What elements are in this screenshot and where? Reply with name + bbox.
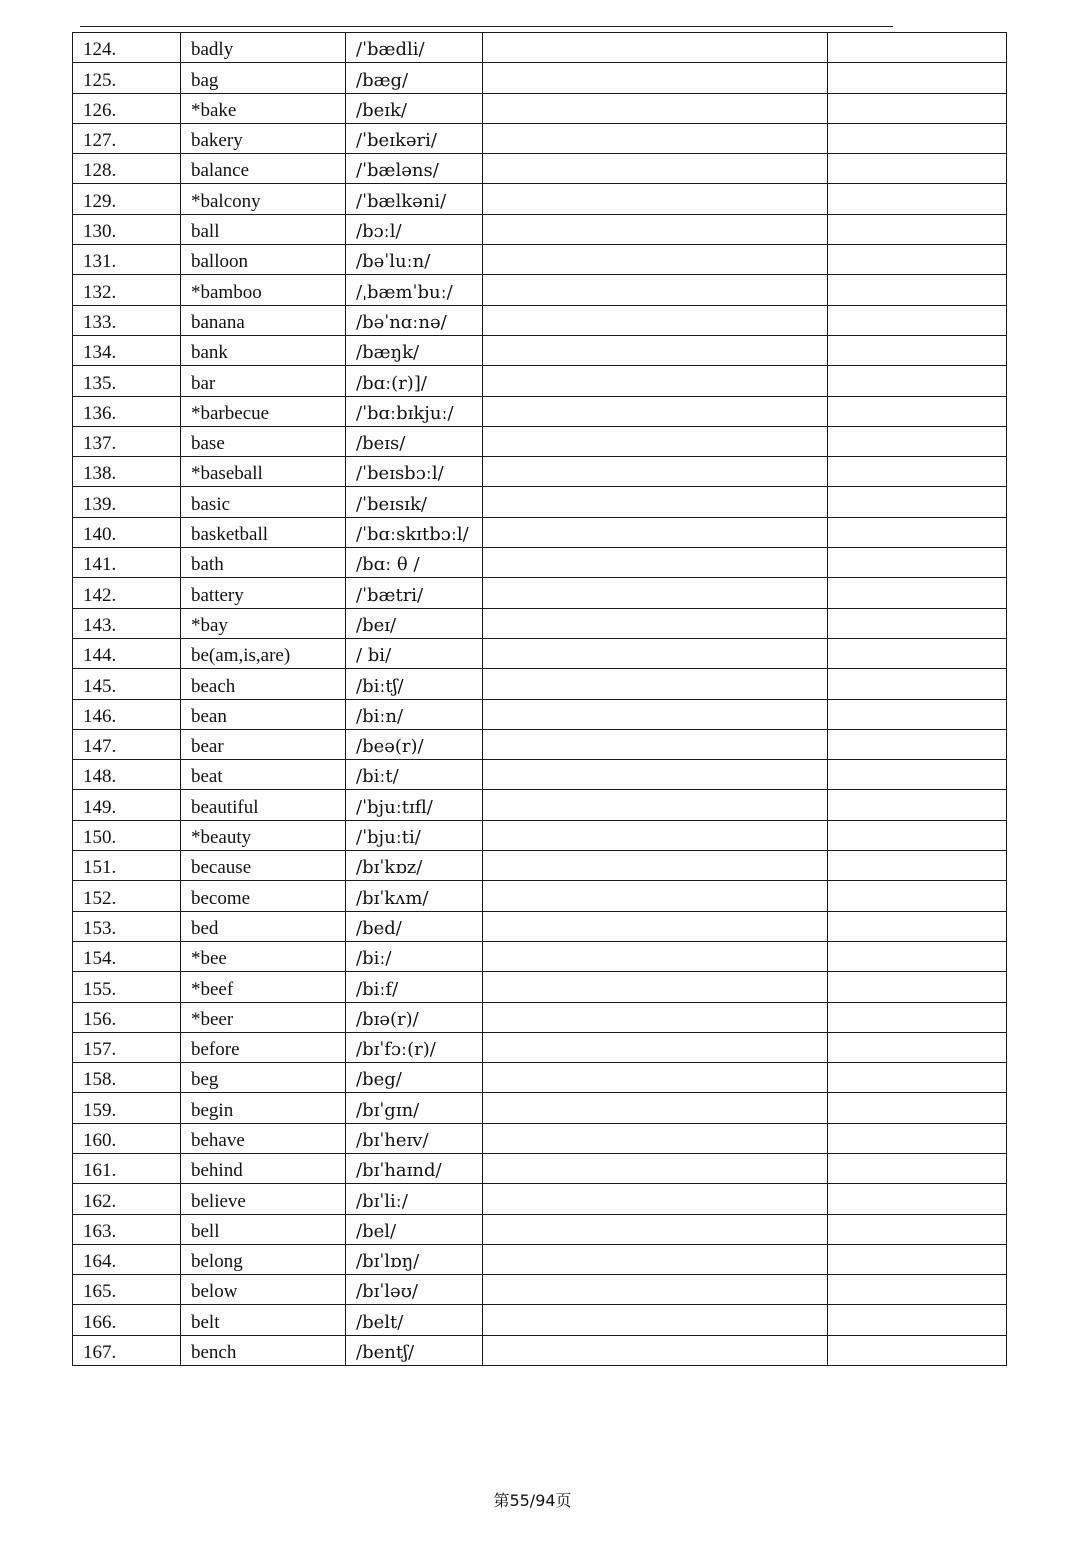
entry-number: 142. <box>73 578 181 608</box>
entry-number: 132. <box>73 275 181 305</box>
entry-phonetic: /ˈbeɪkəri/ <box>346 123 483 153</box>
entry-phonetic: /biːn/ <box>346 699 483 729</box>
table-row <box>73 123 1007 153</box>
entry-blank-cell <box>483 881 828 911</box>
entry-blank-cell <box>483 487 828 517</box>
table-row <box>73 214 1007 244</box>
entry-phonetic: /bəˈnɑːnə/ <box>346 305 483 335</box>
entry-phonetic: /ˈbɑːskɪtbɔːl/ <box>346 517 483 547</box>
entry-word: behave <box>181 1123 346 1153</box>
entry-number: 135. <box>73 366 181 396</box>
entry-phonetic: /ˈbeɪsbɔːl/ <box>346 457 483 487</box>
entry-blank-cell <box>828 457 1007 487</box>
entry-word: bath <box>181 548 346 578</box>
table-row <box>73 245 1007 275</box>
entry-number: 159. <box>73 1093 181 1123</box>
entry-blank-cell <box>828 669 1007 699</box>
entry-phonetic: /ˈbɑːbɪkjuː/ <box>346 396 483 426</box>
entry-blank-cell <box>828 123 1007 153</box>
entry-word: beat <box>181 760 346 790</box>
header-rule <box>80 26 893 27</box>
entry-blank-cell <box>483 396 828 426</box>
entry-phonetic: /ˈbjuːtɪfl/ <box>346 790 483 820</box>
entry-number: 156. <box>73 1002 181 1032</box>
entry-blank-cell <box>828 1002 1007 1032</box>
entry-word: battery <box>181 578 346 608</box>
entry-phonetic: /beɪk/ <box>346 93 483 123</box>
table-row <box>73 1153 1007 1183</box>
entry-number: 164. <box>73 1244 181 1274</box>
entry-blank-cell <box>828 487 1007 517</box>
entry-blank-cell <box>828 1305 1007 1335</box>
entry-number: 162. <box>73 1184 181 1214</box>
entry-phonetic: /biːtʃ/ <box>346 669 483 699</box>
entry-number: 141. <box>73 548 181 578</box>
entry-blank-cell <box>483 63 828 93</box>
table-row <box>73 426 1007 456</box>
entry-word: belong <box>181 1244 346 1274</box>
entry-word: below <box>181 1275 346 1305</box>
entry-number: 153. <box>73 911 181 941</box>
entry-blank-cell <box>828 851 1007 881</box>
entry-phonetic: /bɪˈliː/ <box>346 1184 483 1214</box>
entry-phonetic: /biː/ <box>346 941 483 971</box>
entry-blank-cell <box>828 214 1007 244</box>
table-row <box>73 1244 1007 1274</box>
table-row <box>73 1063 1007 1093</box>
table-row <box>73 457 1007 487</box>
entry-blank-cell <box>483 123 828 153</box>
entry-number: 149. <box>73 790 181 820</box>
entry-phonetic: /ˈbeɪsɪk/ <box>346 487 483 517</box>
entry-number: 140. <box>73 517 181 547</box>
table-row <box>73 305 1007 335</box>
entry-word: bakery <box>181 123 346 153</box>
entry-blank-cell <box>828 1123 1007 1153</box>
entry-phonetic: /beə(r)/ <box>346 729 483 759</box>
table-row <box>73 275 1007 305</box>
entry-number: 161. <box>73 1153 181 1183</box>
entry-phonetic: /beɪs/ <box>346 426 483 456</box>
entry-blank-cell <box>483 457 828 487</box>
entry-word: begin <box>181 1093 346 1123</box>
entry-number: 125. <box>73 63 181 93</box>
entry-phonetic: /bɪə(r)/ <box>346 1002 483 1032</box>
table-row <box>73 881 1007 911</box>
entry-blank-cell <box>828 1335 1007 1365</box>
entry-word: *bake <box>181 93 346 123</box>
entry-phonetic: /bel/ <box>346 1214 483 1244</box>
entry-word: *balcony <box>181 184 346 214</box>
entry-blank-cell <box>483 608 828 638</box>
entry-word: belt <box>181 1305 346 1335</box>
entry-blank-cell <box>483 972 828 1002</box>
entry-blank-cell <box>828 63 1007 93</box>
entry-blank-cell <box>828 941 1007 971</box>
table-row <box>73 1032 1007 1062</box>
entry-blank-cell <box>828 1275 1007 1305</box>
entry-number: 151. <box>73 851 181 881</box>
entry-blank-cell <box>828 245 1007 275</box>
entry-word: bank <box>181 335 346 365</box>
entry-blank-cell <box>483 1214 828 1244</box>
entry-number: 143. <box>73 608 181 638</box>
entry-blank-cell <box>828 33 1007 63</box>
entry-word: be(am,is,are) <box>181 638 346 668</box>
table-row <box>73 638 1007 668</box>
entry-word: believe <box>181 1184 346 1214</box>
entry-number: 166. <box>73 1305 181 1335</box>
entry-blank-cell <box>483 548 828 578</box>
entry-number: 167. <box>73 1335 181 1365</box>
entry-blank-cell <box>828 729 1007 759</box>
entry-blank-cell <box>483 184 828 214</box>
entry-number: 160. <box>73 1123 181 1153</box>
entry-blank-cell <box>828 699 1007 729</box>
entry-word: bar <box>181 366 346 396</box>
table-row <box>73 154 1007 184</box>
entry-word: bag <box>181 63 346 93</box>
entry-phonetic: /biːf/ <box>346 972 483 1002</box>
entry-phonetic: /bæg/ <box>346 63 483 93</box>
entry-number: 127. <box>73 123 181 153</box>
table-row <box>73 1002 1007 1032</box>
entry-blank-cell <box>483 366 828 396</box>
entry-word: before <box>181 1032 346 1062</box>
entry-number: 145. <box>73 669 181 699</box>
entry-word: balance <box>181 154 346 184</box>
entry-number: 128. <box>73 154 181 184</box>
entry-blank-cell <box>483 1032 828 1062</box>
table-row <box>73 669 1007 699</box>
table-row <box>73 608 1007 638</box>
entry-phonetic: /bɪˈləʊ/ <box>346 1275 483 1305</box>
table-row <box>73 1214 1007 1244</box>
entry-blank-cell <box>828 972 1007 1002</box>
entry-number: 157. <box>73 1032 181 1062</box>
entry-word: *beef <box>181 972 346 1002</box>
entry-blank-cell <box>828 1063 1007 1093</box>
entry-word: base <box>181 426 346 456</box>
entry-blank-cell <box>828 1214 1007 1244</box>
entry-word: balloon <box>181 245 346 275</box>
entry-blank-cell <box>828 154 1007 184</box>
entry-phonetic: /ˈbæləns/ <box>346 154 483 184</box>
entry-blank-cell <box>483 33 828 63</box>
entry-blank-cell <box>828 1153 1007 1183</box>
entry-phonetic: /bɪˈheɪv/ <box>346 1123 483 1153</box>
table-row <box>73 63 1007 93</box>
entry-word: bed <box>181 911 346 941</box>
entry-word: beach <box>181 669 346 699</box>
entry-blank-cell <box>483 154 828 184</box>
entry-blank-cell <box>828 911 1007 941</box>
table-row <box>73 487 1007 517</box>
table-row <box>73 820 1007 850</box>
entry-number: 130. <box>73 214 181 244</box>
entry-phonetic: /bed/ <box>346 911 483 941</box>
table-row <box>73 33 1007 63</box>
table-row <box>73 517 1007 547</box>
entry-blank-cell <box>483 1244 828 1274</box>
entry-number: 134. <box>73 335 181 365</box>
entry-phonetic: /ˈbælkəni/ <box>346 184 483 214</box>
entry-phonetic: /beg/ <box>346 1063 483 1093</box>
entry-blank-cell <box>828 820 1007 850</box>
table-row <box>73 93 1007 123</box>
table-row <box>73 699 1007 729</box>
entry-blank-cell <box>483 699 828 729</box>
entry-number: 131. <box>73 245 181 275</box>
entry-blank-cell <box>828 1093 1007 1123</box>
entry-blank-cell <box>483 760 828 790</box>
entry-number: 147. <box>73 729 181 759</box>
entry-blank-cell <box>828 608 1007 638</box>
entry-number: 155. <box>73 972 181 1002</box>
entry-phonetic: /bæŋk/ <box>346 335 483 365</box>
entry-blank-cell <box>828 517 1007 547</box>
entry-word: because <box>181 851 346 881</box>
entry-phonetic: /bəˈluːn/ <box>346 245 483 275</box>
entry-blank-cell <box>828 366 1007 396</box>
entry-word: bench <box>181 1335 346 1365</box>
table-row <box>73 548 1007 578</box>
entry-blank-cell <box>483 941 828 971</box>
entry-blank-cell <box>483 1305 828 1335</box>
entry-blank-cell <box>483 851 828 881</box>
entry-word: basketball <box>181 517 346 547</box>
entry-word: ball <box>181 214 346 244</box>
entry-blank-cell <box>483 1335 828 1365</box>
entry-blank-cell <box>828 760 1007 790</box>
entry-word: *bay <box>181 608 346 638</box>
table-row <box>73 1184 1007 1214</box>
table-row <box>73 729 1007 759</box>
entry-word: beg <box>181 1063 346 1093</box>
entry-blank-cell <box>483 335 828 365</box>
entry-word: *baseball <box>181 457 346 487</box>
entry-number: 124. <box>73 33 181 63</box>
entry-blank-cell <box>483 214 828 244</box>
entry-word: *bee <box>181 941 346 971</box>
entry-word: *beauty <box>181 820 346 850</box>
entry-blank-cell <box>483 1275 828 1305</box>
entry-blank-cell <box>483 275 828 305</box>
entry-phonetic: / bi/ <box>346 638 483 668</box>
entry-blank-cell <box>828 396 1007 426</box>
entry-blank-cell <box>828 184 1007 214</box>
entry-blank-cell <box>828 638 1007 668</box>
entry-blank-cell <box>483 305 828 335</box>
entry-phonetic: /bentʃ/ <box>346 1335 483 1365</box>
table-row <box>73 184 1007 214</box>
entry-blank-cell <box>828 335 1007 365</box>
entry-blank-cell <box>483 911 828 941</box>
entry-number: 138. <box>73 457 181 487</box>
table-row <box>73 790 1007 820</box>
entry-blank-cell <box>483 790 828 820</box>
entry-word: badly <box>181 33 346 63</box>
entry-blank-cell <box>483 1123 828 1153</box>
entry-word: bell <box>181 1214 346 1244</box>
entry-blank-cell <box>483 578 828 608</box>
entry-phonetic: /ˈbjuːti/ <box>346 820 483 850</box>
table-row <box>73 1275 1007 1305</box>
entry-number: 129. <box>73 184 181 214</box>
table-row <box>73 1305 1007 1335</box>
entry-blank-cell <box>483 820 828 850</box>
table-row <box>73 1335 1007 1365</box>
entry-phonetic: /beɪ/ <box>346 608 483 638</box>
table-row <box>73 851 1007 881</box>
entry-word: basic <box>181 487 346 517</box>
entry-blank-cell <box>483 729 828 759</box>
entry-word: become <box>181 881 346 911</box>
table-row <box>73 1123 1007 1153</box>
entry-number: 148. <box>73 760 181 790</box>
entry-blank-cell <box>828 578 1007 608</box>
entry-blank-cell <box>828 426 1007 456</box>
entry-blank-cell <box>828 548 1007 578</box>
entry-number: 137. <box>73 426 181 456</box>
table-row <box>73 1093 1007 1123</box>
entry-blank-cell <box>483 638 828 668</box>
entry-number: 133. <box>73 305 181 335</box>
entry-blank-cell <box>483 1063 828 1093</box>
entry-blank-cell <box>483 426 828 456</box>
entry-blank-cell <box>483 1002 828 1032</box>
entry-word: beautiful <box>181 790 346 820</box>
entry-number: 126. <box>73 93 181 123</box>
entry-number: 165. <box>73 1275 181 1305</box>
entry-phonetic: /ˌbæmˈbuː/ <box>346 275 483 305</box>
entry-number: 136. <box>73 396 181 426</box>
entry-phonetic: /bɪˈgɪn/ <box>346 1093 483 1123</box>
entry-phonetic: /bɑː(r)]/ <box>346 366 483 396</box>
entry-blank-cell <box>828 790 1007 820</box>
entry-blank-cell <box>828 1032 1007 1062</box>
entry-phonetic: /bɪˈkʌm/ <box>346 881 483 911</box>
entry-blank-cell <box>828 93 1007 123</box>
entry-blank-cell <box>828 881 1007 911</box>
entry-blank-cell <box>483 93 828 123</box>
entry-phonetic: /belt/ <box>346 1305 483 1335</box>
entry-phonetic: /biːt/ <box>346 760 483 790</box>
entry-phonetic: /bɪˈlɒŋ/ <box>346 1244 483 1274</box>
entry-number: 150. <box>73 820 181 850</box>
entry-blank-cell <box>483 245 828 275</box>
entry-word: behind <box>181 1153 346 1183</box>
entry-number: 144. <box>73 638 181 668</box>
entry-blank-cell <box>828 305 1007 335</box>
entry-number: 146. <box>73 699 181 729</box>
entry-number: 158. <box>73 1063 181 1093</box>
entry-phonetic: /bɪˈhaɪnd/ <box>346 1153 483 1183</box>
table-row <box>73 941 1007 971</box>
entry-blank-cell <box>828 275 1007 305</box>
table-row <box>73 366 1007 396</box>
entry-phonetic: /ˈbætri/ <box>346 578 483 608</box>
table-row <box>73 335 1007 365</box>
entry-word: *beer <box>181 1002 346 1032</box>
table-row <box>73 760 1007 790</box>
vocabulary-table-body <box>73 33 1007 1366</box>
entry-phonetic: /bɪˈfɔː(r)/ <box>346 1032 483 1062</box>
entry-phonetic: /bɪˈkɒz/ <box>346 851 483 881</box>
entry-blank-cell <box>483 1153 828 1183</box>
entry-blank-cell <box>828 1184 1007 1214</box>
table-row <box>73 972 1007 1002</box>
table-row <box>73 396 1007 426</box>
table-row <box>73 578 1007 608</box>
vocabulary-table <box>72 32 1007 1366</box>
entry-blank-cell <box>483 517 828 547</box>
entry-word: *bamboo <box>181 275 346 305</box>
table-row <box>73 911 1007 941</box>
entry-number: 163. <box>73 1214 181 1244</box>
entry-word: *barbecue <box>181 396 346 426</box>
entry-word: banana <box>181 305 346 335</box>
entry-phonetic: /bɔːl/ <box>346 214 483 244</box>
entry-blank-cell <box>483 669 828 699</box>
entry-blank-cell <box>483 1093 828 1123</box>
page-number: 第55/94页 <box>493 1491 572 1510</box>
entry-number: 154. <box>73 941 181 971</box>
entry-blank-cell <box>483 1184 828 1214</box>
entry-word: bean <box>181 699 346 729</box>
entry-blank-cell <box>828 1244 1007 1274</box>
entry-number: 152. <box>73 881 181 911</box>
entry-number: 139. <box>73 487 181 517</box>
entry-phonetic: /bɑː θ / <box>346 548 483 578</box>
entry-phonetic: /ˈbædli/ <box>346 33 483 63</box>
entry-word: bear <box>181 729 346 759</box>
